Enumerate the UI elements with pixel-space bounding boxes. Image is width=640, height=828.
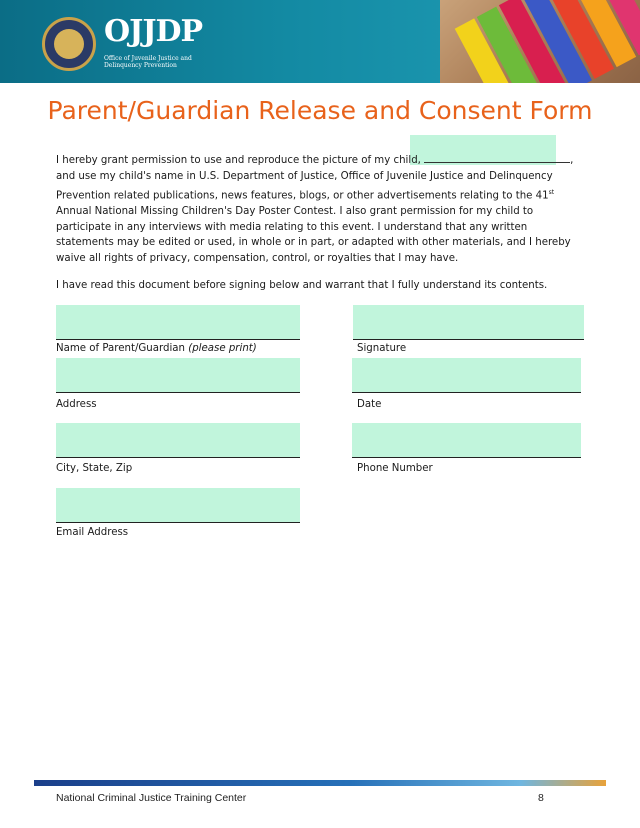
header-banner	[0, 0, 640, 83]
page-number: 8	[538, 792, 544, 804]
phone-number-field[interactable]	[352, 423, 581, 458]
email-address-field[interactable]	[56, 488, 300, 523]
footer-divider	[34, 780, 606, 786]
email-address-label: Email Address	[56, 527, 129, 538]
address-label: Address	[56, 399, 97, 410]
page-title: Parent/Guardian Release and Consent Form	[47, 96, 593, 125]
acknowledgement-paragraph: I have read this document before signing below and warrant that I fully understand its contents.	[56, 280, 548, 291]
ojjdp-logo: OJJDP	[104, 14, 203, 49]
crayons-image	[440, 0, 640, 83]
city-state-zip-label: City, State, Zip	[56, 463, 133, 474]
signature-label: Signature	[357, 343, 407, 354]
date-label: Date	[357, 399, 382, 410]
date-field[interactable]	[352, 358, 581, 393]
city-state-zip-field[interactable]	[56, 423, 300, 458]
signature-field[interactable]	[353, 305, 584, 340]
phone-number-label: Phone Number	[357, 463, 433, 474]
parent-name-label: Name of Parent/Guardian (please print)	[56, 343, 257, 354]
logo-subtitle: Office of Juvenile Justice and Delinquency Prevention	[104, 55, 192, 69]
child-name-blank	[424, 152, 570, 163]
footer-org: National Criminal Justice Training Center	[56, 792, 247, 804]
parent-name-field[interactable]	[56, 305, 300, 340]
consent-paragraph: I hereby grant permission to use and reproduce the picture of my child, , and use my child's name in U.S. Department of Justice, Office of Juvenile Justice and Delinquency Prevention related publications, news features, blogs, or other advertisements relating to the 41st Annual National Missing Children's Day Poster Contest. I also grant permission for my child to participate in any interviews with media relating to this event. I understand that any written statements may be edited or used, in whole or in part, or adapted with other materials, and I hereby waive all rights of privacy, compensation, control, or royalties that I may have.	[56, 152, 586, 267]
address-field[interactable]	[56, 358, 300, 393]
doj-seal-icon	[42, 17, 96, 71]
